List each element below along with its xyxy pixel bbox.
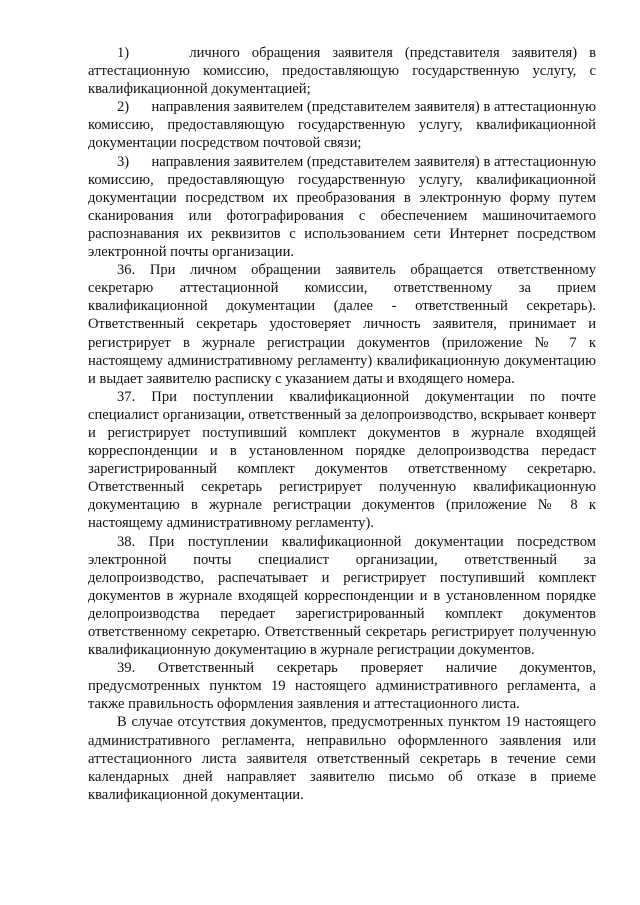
paragraph-37: 37. При поступлении квалификационной документации по почте специалист организации, ответственный за делопроизводство, вскрывает конверт и регистрирует поступивший комплект документов в журнале входящей корреспонденции и в установленном порядке делопроизводства передаст зарегистрированный комплект документов ответственному секретарю. Ответственный секретарь регистрирует полученную квалификационную документацию в журнале регистрации документов (приложение № 8 к настоящему административному регламенту). [88, 388, 596, 532]
paragraph-item-3: 3) направления заявителем (представителем заявителя) в аттестационную комиссию, предоставляющую государственную услугу, квалификационной документации посредством их преобразования в электронную форму путем сканирования или фотографирования с обеспечением машиночитаемого распознавания их реквизитов с использованием сети Интернет посредством электронной почты организации. [88, 153, 596, 261]
paragraph-39-continuation: В случае отсутствия документов, предусмотренных пунктом 19 настоящего административного регламента, неправильно оформленного заявления или аттестационного листа заявителя ответственный секретарь в течение семи календарных дней направляет заявителю письмо об отказе в приеме квалификационной документации. [88, 714, 596, 803]
paragraph-39: 39. Ответственный секретарь проверяет наличие документов, предусмотренных пунктом 19 настоящего административного регламента, а также правильность оформления заявления и аттестационного листа. [88, 660, 596, 713]
paragraph-item-1: 1) личного обращения заявителя (представителя заявителя) в аттестационную комиссию, предоставляющую государственную услугу, с квалификационной документацией; [88, 45, 596, 98]
paragraph-38: 38. При поступлении квалификационной документации посредством электронной почты специалист организации, ответственный за делопроизводство, распечатывает и регистрирует поступивший комплект документов в журнале входящей корреспонденции и в установленном порядке делопроизводства передает зарегистрированный комплект документов ответственному секретарю. Ответственный секретарь регистрирует полученную квалификационную документацию в журнале регистрации документов. [88, 533, 596, 659]
paragraph-item-2: 2) направления заявителем (представителем заявителя) в аттестационную комиссию, предоставляющую государственную услугу, квалификационной документации посредством почтовой связи; [88, 99, 596, 152]
paragraph-36: 36. При личном обращении заявитель обращается ответственному секретарю аттестационной комиссии, ответственному за прием квалификационной документации (далее - ответственный секретарь). Ответственный секретарь удостоверяет личность заявителя, принимает и регистрирует в журнале регистрации документов (приложение № 7 к настоящему административному регламенту) квалификационную документацию и выдает заявителю расписку с указанием даты и входящего номера. [88, 262, 596, 387]
